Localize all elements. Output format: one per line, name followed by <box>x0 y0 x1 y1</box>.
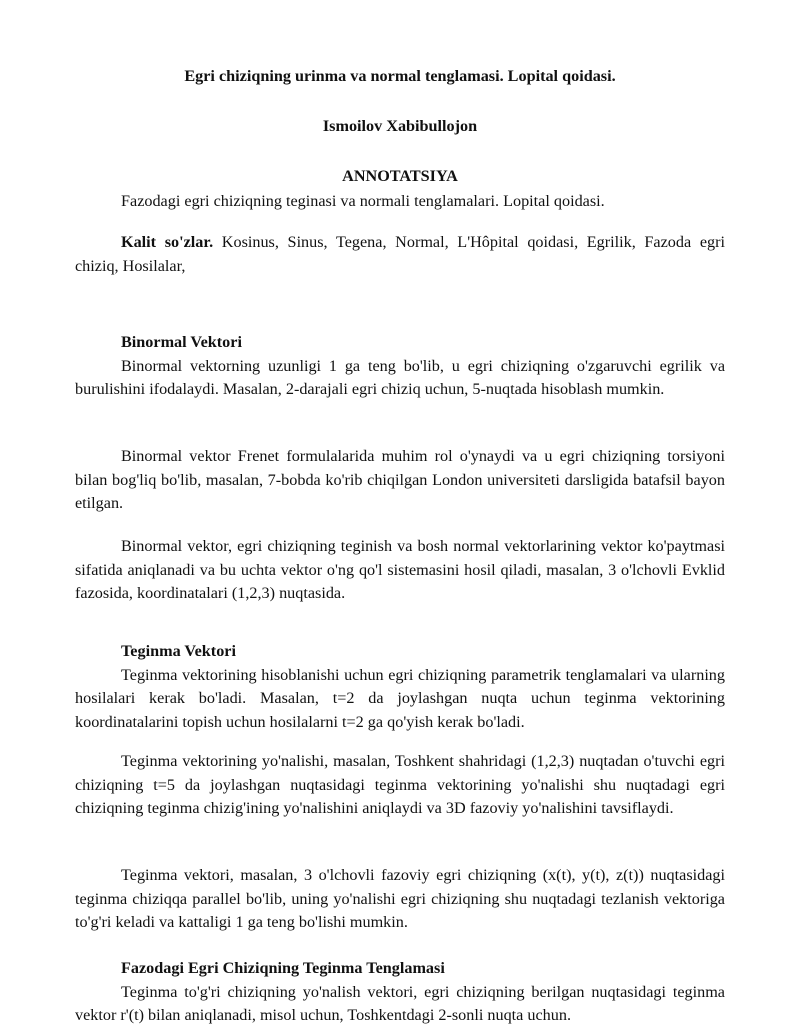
keywords-label: Kalit so'zlar. <box>121 233 214 251</box>
annotation-text: Fazodagi egri chiziqning teginasi va normali tenglamalari. Lopital qoidasi. <box>121 192 605 210</box>
keywords-paragraph <box>75 231 725 278</box>
annotation-heading: ANNOTATSIYA <box>342 167 458 185</box>
section-teginma <box>75 640 725 734</box>
paragraph: Binormal vektor, egri chiziqning teginish va bosh normal vektorlarining vektor ko'paytmasi sifatida aniqlanadi va bu uchta vektor o'ng qo'l sistemasini hosil qiladi, masalan, 3 o'lchovli Evklid fazosida, koordinatalari (1,2,3) nuqtasida. <box>75 537 725 602</box>
paragraph: Teginma vektorining hisoblanishi uchun egri chiziqning parametrik tenglamalari va ularning hosilalari kerak bo'ladi. Masalan, t=2 da joylashgan nuqta uchun teginma vektorining koordinatalarini topish uchun hosilalarni t=2 ga qo'yish kerak bo'ladi. <box>75 665 725 731</box>
annotation-block <box>75 190 725 214</box>
section-heading-teginma: Teginma Vektori <box>121 642 236 660</box>
paragraph: Teginma vektori, masalan, 3 o'lchovli fazoviy egri chiziqning (x(t), y(t), z(t)) nuqtasidagi teginma chiziqqa parallel bo'lib, uning yo'nalishi egri chiziqning shu nuqtadagi tezlanish vektoriga to'g'ri keladi va kattaligi 1 ga teng bo'lishi mumkin. <box>75 866 725 931</box>
keywords-block <box>75 231 725 278</box>
section-teginma-p3 <box>75 864 725 935</box>
section-binormal-p2 <box>75 445 725 516</box>
section-teginma-tenglamasi <box>75 957 725 1028</box>
author-name: Ismoilov Xabibullojon <box>322 117 478 135</box>
section-heading-tenglama: Fazodagi Egri Chiziqning Teginma Tenglamasi <box>121 959 445 977</box>
paragraph: Binormal vektorning uzunligi 1 ga teng bo'lib, u egri chiziqning o'zgaruvchi egrilik va burulishini ifodalaydi. Masalan, 2-darajali egri chiziq uchun, 5-nuqtada hisoblash mumkin. <box>75 356 725 398</box>
keywords-text: Kosinus, Sinus, Tegena, Normal, L'Hôpital qoidasi, Egrilik, Fazoda egri chiziq, Hosilalar, <box>75 233 725 275</box>
section-heading-binormal: Binormal Vektori <box>121 333 242 351</box>
paragraph: Teginma vektorining yo'nalishi, masalan, Toshkent shahridagi (1,2,3) nuqtadan o'tuvchi egri chiziqning t=5 da joylashgan nuqtasidagi teginma vektorining yo'nalishi shu nuqtadagi egri chiziqning teginma chizig'ining yo'nalishini aniqlaydi va 3D fazoviy yo'nalishini tavsiflaydi. <box>75 752 725 817</box>
section-binormal <box>75 331 725 402</box>
section-teginma-p2 <box>75 750 725 821</box>
section-binormal-p3 <box>75 535 725 606</box>
paragraph: Teginma to'g'ri chiziqning yo'nalish vektori, egri chiziqning berilgan nuqtasidagi teginma vektor r'(t) bilan aniqlanadi, misol uchun, Toshkentdagi 2-sonli nuqta uchun. <box>75 982 725 1024</box>
document-title: Egri chiziqning urinma va normal tenglamasi. Lopital qoidasi. <box>184 67 616 85</box>
paragraph: Binormal vektor Frenet formulalarida muhim rol o'ynaydi va u egri chiziqning torsiyoni bilan bog'liq bo'lib, masalan, 7-bobda ko'rib chiqilgan London universiteti darsligida batafsil bayon etilgan. <box>75 447 725 512</box>
